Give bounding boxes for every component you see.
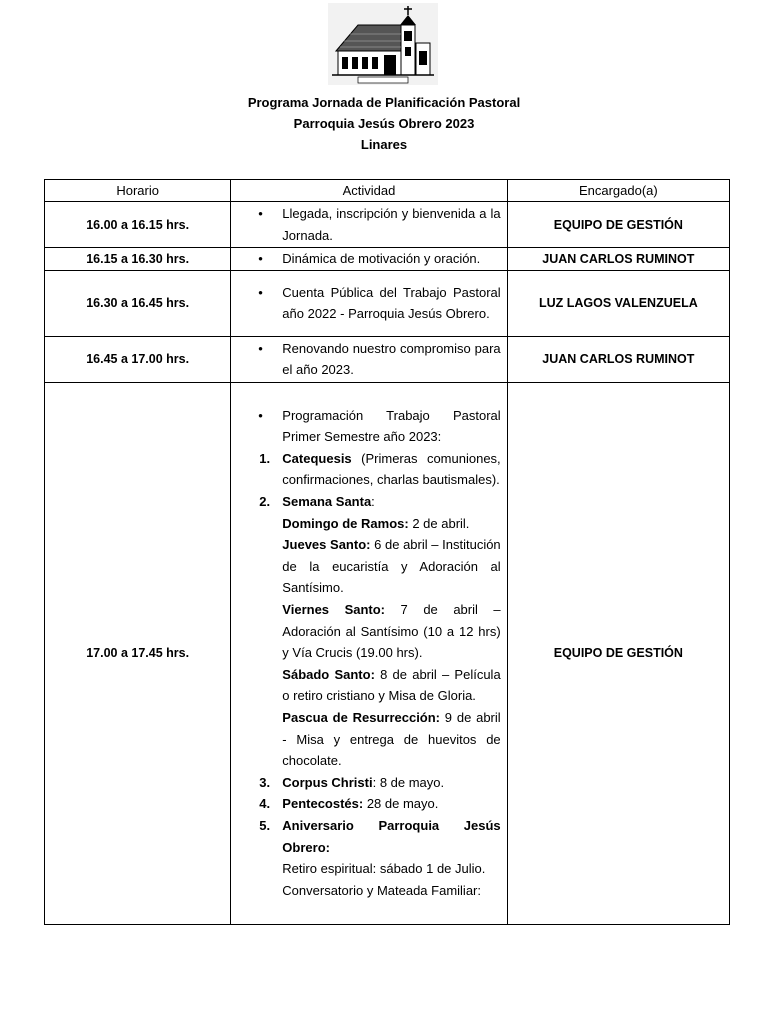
- row-responsible: EQUIPO DE GESTIÓN: [507, 202, 729, 248]
- table-header-row: [45, 180, 730, 202]
- bullet: •: [258, 206, 263, 221]
- row-responsible: LUZ LAGOS VALENZUELA: [507, 270, 729, 336]
- title-line-2: Parroquia Jesús Obrero 2023: [293, 116, 475, 131]
- list-item: 3. Corpus Christi: 8 de mayo.: [259, 774, 445, 790]
- row-activity: • Llegada, inscripción y bienvenida a la Jornada.: [231, 202, 507, 248]
- row-responsible: JUAN CARLOS RUMINOT: [507, 336, 729, 382]
- row-time: 16.15 a 16.30 hrs.: [45, 248, 231, 271]
- list-item: 4. Pentecostés: 28 de mayo.: [259, 796, 439, 812]
- title-line-1: Programa Jornada de Planificación Pastoral: [247, 95, 521, 110]
- row-activity: • Dinámica de motivación y oración.: [231, 248, 507, 271]
- table-row: [45, 248, 730, 271]
- table-row: [45, 202, 730, 248]
- row-activity: • Programación Trabajo Pastoral Primer Semestre año 2023: 1. Catequesis (Primeras comuniones, confirmaciones, charlas bautismales). 2. Semana Santa: Domingo de Ramos: 2 de abril. Jueves Santo: 6 de abril – Institución de la eucaristía y Adoración al Santísimo. Viernes Santo: 7 de abril – Adoración al Santísimo (10 a 12 hrs) y Vía Crucis (19.00 hrs). Sábado Santo: 8 de abril – Película o retiro cristiano y Misa de Gloria. Pascua de Resurrección: 9 de abril - Misa y entrega de huevitos de chocolate. 3. Corpus Christi: 8 de mayo. 4. Pentecostés: 28 de mayo. 5. Aniversario Parroquia Jesús Obrero: Retiro espiritual: sábado 1 de Julio. Conversatorio y Mateada Familiar:: [231, 382, 507, 924]
- list-item: 2. Semana Santa:: [259, 494, 375, 510]
- title-line-3: Linares: [360, 137, 408, 152]
- row-time: 16.30 a 16.45 hrs.: [45, 270, 231, 336]
- row-activity: • Cuenta Pública del Trabajo Pastoral año 2022 - Parroquia Jesús Obrero.: [231, 270, 507, 336]
- row-time: 17.00 a 17.45 hrs.: [45, 382, 231, 924]
- row-activity: • Renovando nuestro compromiso para el año 2023.: [231, 336, 507, 382]
- list-subitem: Retiro espiritual: sábado 1 de Julio.: [282, 861, 486, 877]
- header-horario: Horario: [45, 180, 231, 202]
- header-encargado: Encargado(a): [507, 180, 729, 202]
- list-item: 5. Aniversario Parroquia Jesús Obrero:: [259, 817, 501, 855]
- table-row: [45, 382, 730, 924]
- row-responsible: EQUIPO DE GESTIÓN: [507, 382, 729, 924]
- row-time: 16.00 a 16.15 hrs.: [45, 202, 231, 248]
- bullet: •: [258, 340, 263, 356]
- parish-logo: [328, 3, 438, 85]
- header-actividad: Actividad: [231, 180, 507, 202]
- document-title: [0, 92, 768, 155]
- bullet: •: [258, 251, 263, 267]
- row-time: 16.45 a 17.00 hrs.: [45, 336, 231, 382]
- bullet: •: [258, 284, 263, 300]
- list-subitem: Domingo de Ramos: 2 de abril.: [282, 515, 470, 531]
- list-subitem: Sábado Santo: 8 de abril – Película o retiro cristiano y Misa de Gloria.: [282, 666, 501, 704]
- table-row: [45, 270, 730, 336]
- list-subitem: Pascua de Resurrección: 9 de abril - Misa y entrega de huevitos de chocolate.: [282, 709, 501, 769]
- list-item: 1. Catequesis (Primeras comuniones, confirmaciones, charlas bautismales).: [259, 450, 501, 488]
- bullet: •: [258, 407, 263, 423]
- list-subitem: Jueves Santo: 6 de abril – Institución de la eucaristía y Adoración al Santísimo.: [282, 537, 501, 596]
- row-responsible: JUAN CARLOS RUMINOT: [507, 248, 729, 271]
- church-icon: [328, 3, 438, 85]
- list-subitem: Conversatorio y Mateada Familiar:: [282, 882, 481, 898]
- table-row: [45, 336, 730, 382]
- program-table: [44, 179, 730, 925]
- list-subitem: Viernes Santo: 7 de abril – Adoración al Santísimo (10 a 12 hrs) y Vía Crucis (19.00 hrs).: [282, 601, 501, 661]
